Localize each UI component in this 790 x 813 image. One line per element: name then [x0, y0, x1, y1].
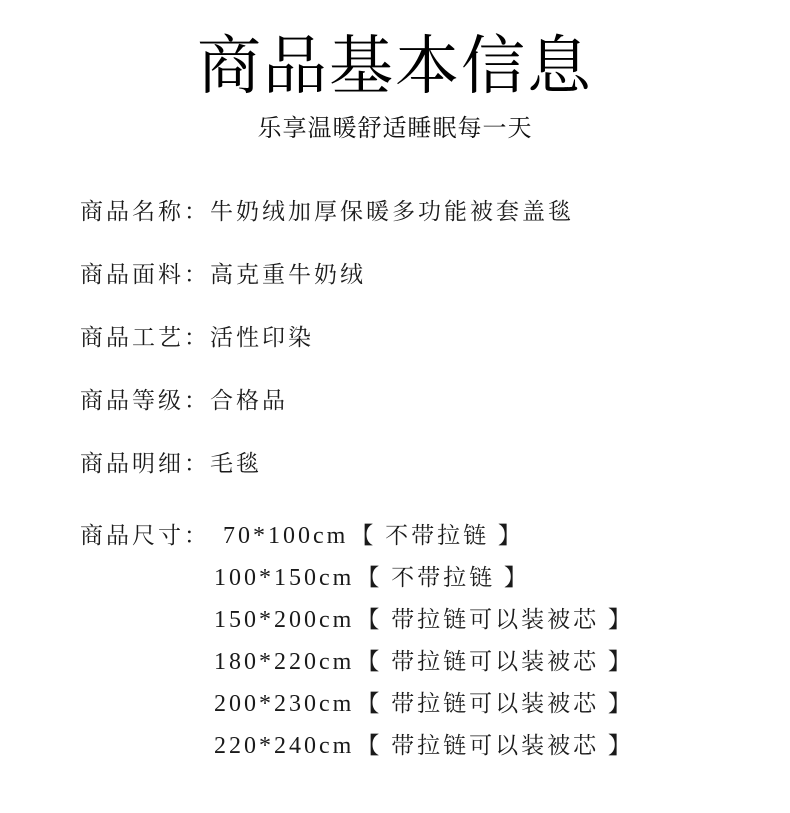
field-row-detail [80, 452, 790, 475]
field-row-craft [80, 326, 790, 349]
size-dimensions: 180*220cm [214, 649, 355, 675]
size-item [214, 725, 634, 767]
field-row-sizes [80, 515, 790, 767]
field-row-grade [80, 389, 790, 412]
field-label: 商品工艺 [80, 325, 184, 350]
page-title: 商品基本信息 [197, 31, 593, 102]
size-zipper-note: 【 带拉链可以装被芯 】 [356, 691, 634, 716]
size-dimensions: 100*150cm [214, 565, 355, 591]
field-value: 牛奶绒加厚保暖多功能被套盖毯 [210, 199, 574, 224]
field-colon: ： [184, 388, 210, 413]
size-list [214, 515, 634, 767]
product-fields [0, 200, 790, 767]
sizes-label-wrap [80, 515, 210, 556]
field-colon: ： [184, 523, 210, 548]
field-label: 商品明细 [80, 451, 184, 476]
field-colon: ： [184, 199, 210, 224]
size-zipper-note: 【 带拉链可以装被芯 】 [356, 649, 634, 674]
field-value: 高克重牛奶绒 [210, 262, 366, 287]
field-value: 毛毯 [210, 451, 262, 476]
size-dimensions: 150*200cm [214, 607, 355, 633]
field-value: 活性印染 [210, 325, 314, 350]
size-zipper-note: 【 带拉链可以装被芯 】 [356, 607, 634, 632]
size-zipper-note: 【 带拉链可以装被芯 】 [356, 733, 634, 758]
sizes-label: 商品尺寸 [80, 523, 184, 548]
field-colon: ： [184, 451, 210, 476]
size-item [214, 641, 634, 683]
size-dimensions: 70*100cm [223, 523, 349, 549]
size-zipper-note: 【 不带拉链 】 [350, 523, 524, 548]
field-label: 商品名称 [80, 199, 184, 224]
size-dimensions: 200*230cm [214, 691, 355, 717]
size-item [214, 557, 634, 599]
size-item [214, 683, 634, 725]
field-row-product-name [80, 200, 790, 223]
size-dimensions: 220*240cm [214, 733, 355, 759]
size-item [214, 599, 634, 641]
page-subtitle: 乐享温暖舒适睡眠每一天 [257, 116, 533, 142]
size-item [214, 515, 634, 557]
field-row-fabric [80, 263, 790, 286]
field-colon: ： [184, 262, 210, 287]
field-label: 商品等级 [80, 388, 184, 413]
field-value: 合格品 [210, 388, 288, 413]
field-colon: ： [184, 325, 210, 350]
field-label: 商品面料 [80, 262, 184, 287]
size-zipper-note: 【 不带拉链 】 [356, 565, 530, 590]
